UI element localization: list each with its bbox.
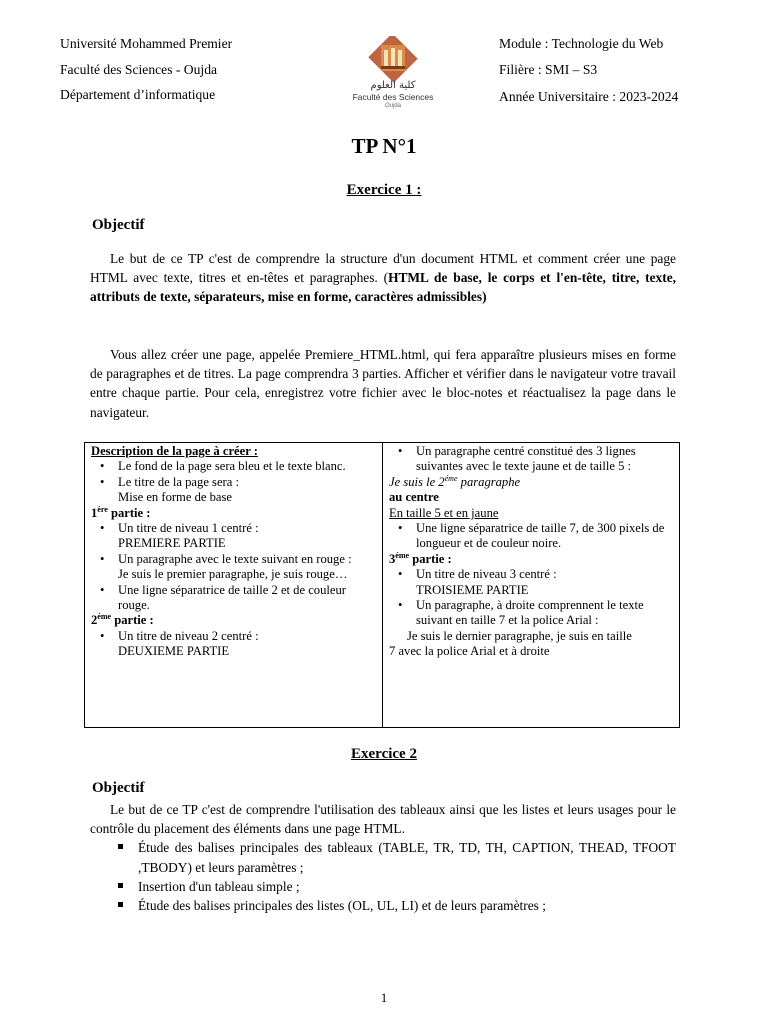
page-number: 1: [380, 990, 388, 1005]
exercise-2-objective-heading: Objectif: [92, 780, 145, 796]
exercise-1-instructions: [90, 345, 676, 422]
exercise-1-intro-text: Le but de ce TP c'est de comprendre la structure d'un document HTML et comment créer une page HTML avec texte, titres et en-têtes et paragraphes. (: [90, 251, 676, 286]
list-item: • Une ligne séparatrice de taille 2 et de couleur rouge.: [91, 583, 376, 614]
exercise-1-intro: [90, 249, 676, 307]
list-item: • Un paragraphe centré constitué des 3 lignes suivantes avec le texte jaune et de taille 5 :: [389, 444, 673, 475]
page-title: TP N°1: [351, 134, 417, 158]
list-item-sub: Je suis le premier paragraphe, je suis rouge…: [118, 567, 348, 582]
part-1-heading: $1^{ére}$ partie :: [91, 504, 151, 520]
exercise-2-body: [90, 800, 676, 915]
list-item-sub: TROISIEME PARTIE: [416, 582, 529, 597]
logo-arabic-text: كلية العلوم: [370, 80, 416, 91]
list-item: • Un paragraphe avec le texte suivant en rouge :: [91, 552, 376, 567]
faculty-name: Faculté des Sciences - Oujda: [60, 62, 218, 77]
list-item: Étude des balises principales des tableaux (TABLE, TR, TD, TH, CAPTION, THEAD, TFOOT ,TBODY) et leurs paramètres ;: [90, 838, 676, 876]
description-title: Description de la page à créer :: [91, 444, 258, 458]
list-item: • Un titre de niveau 2 centré :: [91, 629, 376, 644]
department-name: Département d’informatique: [60, 87, 216, 102]
exercise-1-heading: Exercice 1 :: [346, 182, 422, 198]
list-item-sub: 7 avec la police Arial et à droite: [389, 644, 550, 659]
part-2-heading: $2^{éme}$ partie :: [91, 612, 154, 628]
description-right-cell: [383, 443, 680, 728]
academic-year: Année Universitaire : 2023-2024: [499, 89, 679, 104]
list-item: • Une ligne séparatrice de taille 7, de 300 pixels de longueur et de couleur noire.: [389, 521, 673, 552]
exercise-1-intro-bold: HTML de base, le corps et l'en-tête, titre, texte, attributs de texte, séparateurs, mise en forme, caractères admissibles): [90, 270, 676, 305]
logo-sub: Oujda: [384, 103, 401, 109]
list-item: • Un paragraphe, à droite comprennent le texte suivant en taille 7 et la police Arial :: [389, 598, 673, 629]
exercise-1-instructions-text: Vous allez créer une page, appelée Premiere_HTML.html, qui fera apparaître plusieurs mises en forme de paragraphes et de titres. La page comprendra 3 parties. Afficher et vérifier dans le navigateur votre travail entre chaque partie. Pour cela, enregistrez votre fichier avec le bloc-notes et réactualisez la page dans le navigateur.: [90, 347, 676, 420]
sample-line-2: au centre: [389, 490, 439, 505]
exercise-2-intro: Le but de ce TP c'est de comprendre l'utilisation des tableaux ainsi que les listes et leurs usages pour le contrôle du placement des éléments dans une page HTML.: [90, 802, 676, 837]
university-name: Université Mohammed Premier: [60, 36, 233, 51]
page-description-table: [84, 442, 680, 728]
list-item-sub: DEUXIEME PARTIE: [118, 644, 230, 659]
exercise-2-heading: Exercice 2: [351, 746, 417, 762]
list-item: • Un titre de niveau 3 centré :: [389, 567, 673, 582]
sample-line-3: En taille 5 et en jaune: [389, 505, 499, 520]
faculty-logo: [352, 36, 434, 114]
list-item-sub: Mise en forme de base: [118, 490, 233, 505]
list-item: • Un titre de niveau 1 centré :: [91, 521, 376, 536]
part-3-heading: $3^{éme}$ partie :: [389, 550, 452, 566]
list-item-sub: PREMIERE PARTIE: [118, 536, 226, 551]
exercise-1-objective-heading: Objectif: [92, 217, 145, 233]
module-name: Module : Technologie du Web: [499, 36, 664, 51]
description-left-cell: [85, 443, 383, 728]
list-item: • Le titre de la page sera :: [91, 475, 376, 490]
filiere-name: Filière : SMI – S3: [499, 62, 598, 77]
list-item: Insertion d'un tableau simple ;: [90, 877, 676, 896]
list-item: • Le fond de la page sera bleu et le texte blanc.: [91, 459, 376, 474]
list-item: Étude des balises principales des listes (OL, UL, LI) et de leurs paramètres ;: [90, 896, 676, 915]
sample-line-1: Je suis le $2^{éme}$ paragraphe: [389, 473, 521, 489]
list-item-sub: Je suis le dernier paragraphe, je suis en taille: [407, 628, 632, 643]
logo-caption: Faculté des Sciences: [352, 92, 434, 102]
